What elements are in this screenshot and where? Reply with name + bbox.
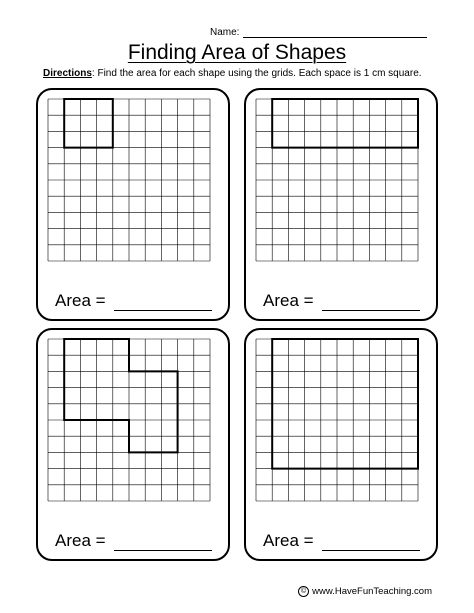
area-label: Area =: [263, 291, 314, 310]
directions-text: : Find the area for each shape using the grids. Each space is 1 cm square.: [91, 68, 422, 79]
shape-outline: [64, 99, 113, 148]
area-answer: [55, 291, 212, 311]
area-answer-line[interactable]: [114, 294, 212, 311]
area-label: Area =: [55, 531, 106, 550]
shape-outline: [272, 99, 418, 148]
name-field: [210, 26, 427, 38]
area-answer-line[interactable]: [322, 294, 420, 311]
name-blank-line[interactable]: [243, 26, 427, 38]
area-answer: [55, 531, 212, 551]
grid-with-shape: [38, 330, 232, 563]
grid-with-shape: [246, 330, 440, 563]
footer-url[interactable]: www.HaveFunTeaching.com: [312, 586, 432, 597]
area-answer-line[interactable]: [114, 534, 212, 551]
footer: [298, 586, 432, 597]
grid-with-shape: [38, 90, 232, 323]
worksheet-title: Finding Area of Shapes: [127, 41, 347, 64]
shape-card-2: [244, 88, 438, 321]
area-label: Area =: [263, 531, 314, 550]
area-answer: [263, 291, 420, 311]
copyright-icon: ©: [298, 586, 309, 597]
area-label: Area =: [55, 291, 106, 310]
name-label: Name:: [210, 27, 240, 38]
area-answer: [263, 531, 420, 551]
area-answer-line[interactable]: [322, 534, 420, 551]
shape-card-3: [36, 328, 230, 561]
grid-with-shape: [246, 90, 440, 323]
shape-card-1: [36, 88, 230, 321]
directions-label: Directions: [43, 68, 92, 79]
directions: [43, 68, 422, 79]
shape-outline: [64, 339, 177, 452]
shape-card-4: [244, 328, 438, 561]
